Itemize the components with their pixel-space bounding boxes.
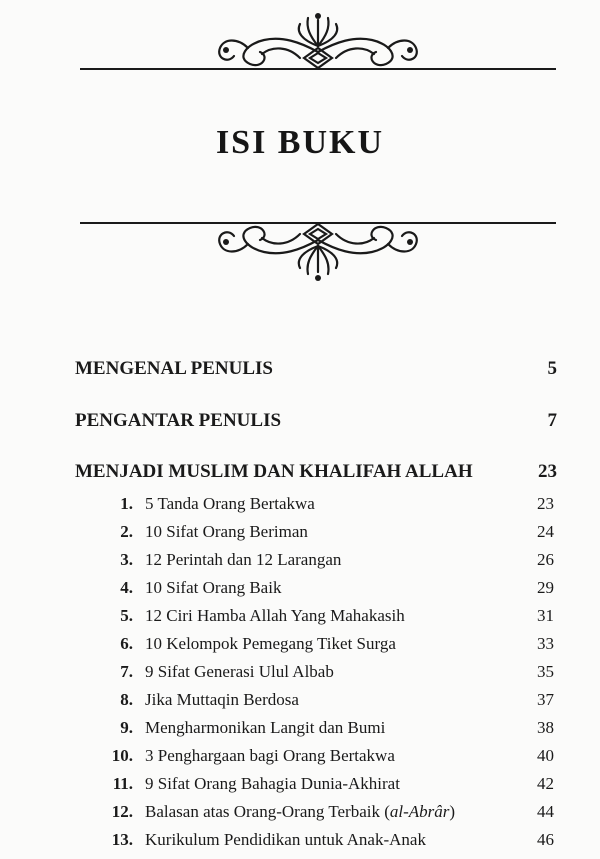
section-label: MENGENAL PENULIS [75,358,273,379]
entry-title-main: Balasan atas Orang-Orang Terbaik ( [145,802,390,821]
entry-title: Kurikulum Pendidikan untuk Anak-Anak [145,830,426,849]
entry-page: 26 [537,550,554,569]
entry-page: 42 [537,774,554,793]
entry-number: 11. [112,774,133,793]
toc-entry[interactable] [0,772,600,796]
entry-number: 1. [120,494,133,513]
section-label: MENJADI MUSLIM DAN KHALIFAH ALLAH [75,461,473,482]
entry-number: 13. [111,830,133,849]
toc-entry[interactable] [0,548,600,572]
entry-title: 12 Perintah dan 12 Larangan [145,550,342,569]
entry-title: 12 Ciri Hamba Allah Yang Mahakasih [145,606,405,625]
section-page: 7 [547,410,557,431]
entry-number: 10. [111,746,133,765]
entry-title: 3 Penghargaan bagi Orang Bertakwa [145,746,395,765]
entry-number: 4. [120,578,133,597]
entry-page: 44 [537,802,554,821]
toc-section-mengenal-penulis[interactable] [75,356,557,382]
top-ornament-icon [0,6,600,70]
entry-title [145,800,455,824]
section-label: PENGANTAR PENULIS [75,410,282,431]
entry-page: 40 [537,746,554,765]
toc-section-menjadi-muslim[interactable] [75,459,557,485]
entry-number: 7. [120,662,133,681]
toc-entry[interactable] [0,492,600,516]
toc-entry[interactable] [0,660,600,684]
entry-number: 2. [120,522,133,541]
entry-page: 46 [537,830,554,849]
top-rule [80,68,556,70]
bottom-ornament-icon [0,222,600,288]
entry-page: 38 [537,718,554,737]
toc-entry[interactable] [0,744,600,768]
entry-title: 10 Sifat Orang Beriman [145,522,308,541]
toc-entry[interactable] [0,688,600,712]
entry-title: 10 Sifat Orang Baik [145,578,282,597]
toc-entry[interactable] [0,800,600,824]
entry-title: 5 Tanda Orang Bertakwa [145,494,315,513]
entry-number: 12. [111,802,133,821]
entry-page: 29 [537,578,554,597]
entry-page: 31 [537,606,554,625]
entry-title: Jika Muttaqin Berdosa [145,690,299,709]
toc-entry[interactable] [0,604,600,628]
entry-title-italic: al-Abrâr [389,802,450,821]
entry-page: 23 [537,494,554,513]
entry-page: 24 [537,522,554,541]
entry-number: 3. [120,550,133,569]
entry-number: 9. [120,718,133,737]
entry-title-suffix: ) [449,802,456,821]
entry-title: 9 Sifat Generasi Ulul Albab [145,662,334,681]
toc-entry[interactable] [0,520,600,544]
page-title: ISI BUKU [215,124,385,161]
entry-number: 8. [120,690,133,709]
entry-page: 35 [537,662,554,681]
entry-page: 37 [537,690,554,709]
toc-entry[interactable] [0,716,600,740]
entry-title: 10 Kelompok Pemegang Tiket Surga [145,634,396,653]
entry-number: 5. [120,606,133,625]
toc-entry[interactable] [0,828,600,852]
entry-title: 9 Sifat Orang Bahagia Dunia-Akhirat [145,774,400,793]
toc-entry[interactable] [0,632,600,656]
entry-number: 6. [120,634,133,653]
section-page: 23 [538,461,557,482]
toc-entry[interactable] [0,576,600,600]
entry-page: 33 [537,634,554,653]
toc-section-pengantar-penulis[interactable] [75,408,557,434]
entry-title: Mengharmonikan Langit dan Bumi [145,718,386,737]
section-page: 5 [547,358,557,379]
